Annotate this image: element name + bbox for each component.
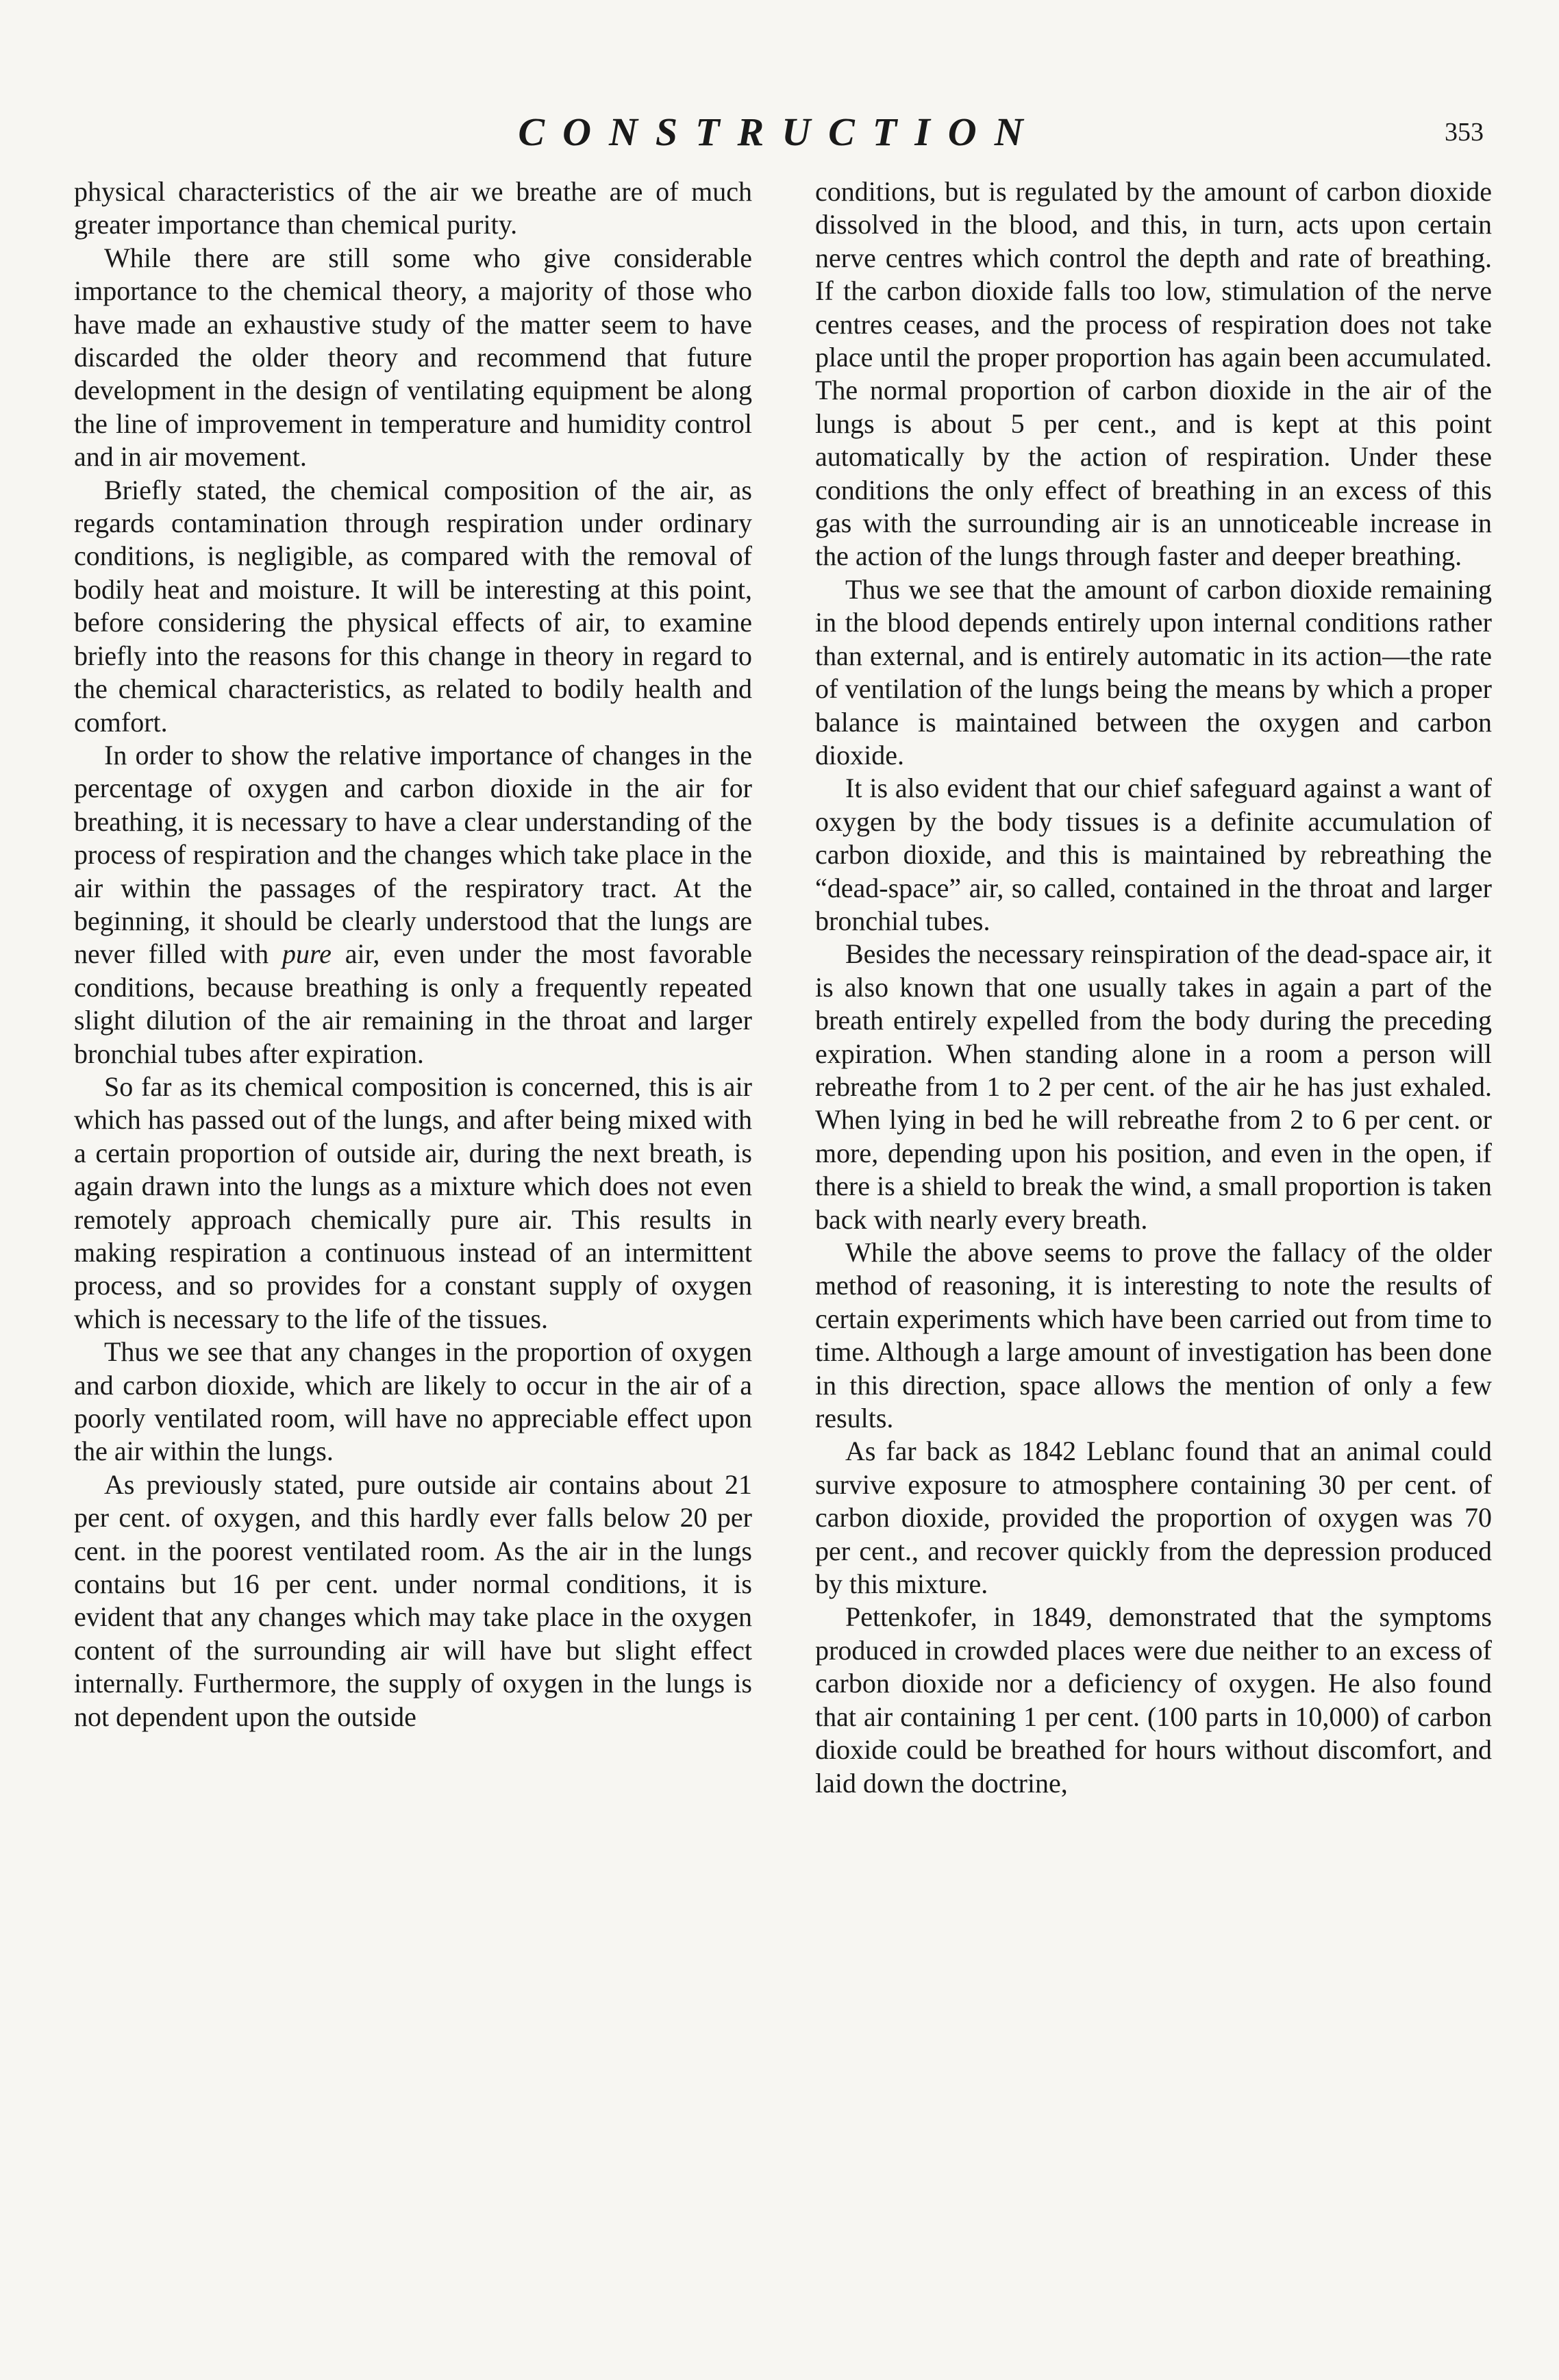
paragraph: While there are still some who give considerable importance to the chemical theory, a majority of those who have made an exhaustive study of the matter seem to have discarded the older theory and recommend that future development in the design of ventilating equipment be along the line of improvement in temperature and humidity control and in air movement.: [74, 242, 752, 473]
paragraph: While the above seems to prove the fallacy of the older method of reasoning, it is interesting to note the results of certain experiments which have been carried out from time to time. Although a large amount of investigation has been done in this direction, space allows the mention of only a few results.: [815, 1237, 1492, 1434]
paragraph: So far as its chemical composition is concerned, this is air which has passed out of the lungs, and after being mixed with a certain proportion of outside air, during the next breath, is again drawn into the lungs as a mixture which does not even remotely approach chemically pure air. This results in making respiration a continuous instead of an intermittent process, and so provides for a constant supply of oxygen which is necessary to the life of the tissues.: [74, 1070, 752, 1334]
paragraph-text: air, even under the most favorable conditions, because breathing is only a frequently repeated slight dilution of the air remaining in the throat and larger bronchial tubes after expiration.: [74, 938, 753, 1069]
page-number: 353: [1445, 118, 1484, 147]
paragraph: As far back as 1842 Leblanc found that an animal could survive exposure to atmosphere containing 30 per cent. of carbon dioxide, provided the proportion of oxygen was 70 per cent., and recover quickly from the depression produced by this mixture.: [815, 1436, 1492, 1600]
paragraph-text: In order to show the relative importance of changes in the percentage of oxygen and carbon dioxide in the air for breathing, it is necessary to have a clear understanding of the process of respiration and the changes which take place in the air within the passages of the respiratory tract. At the beginning, it should be clearly understood that the lungs are never filled with: [74, 739, 752, 970]
running-title: CONSTRUCTION: [518, 110, 1041, 154]
paragraph: conditions, but is regulated by the amount of carbon dioxide dissolved in the blood, and this, in turn, acts upon certain nerve centres which control the depth and rate of breathing. If the carbon dioxide falls too low, stimulation of the nerve centres ceases, and the process of respiration does not take place until the proper proportion has again been accumulated. The normal proportion of carbon dioxide in the air of the lungs is about 5 per cent., and is kept at this point automatically by the action of respiration. Under these conditions the only effect of breathing in an excess of this gas with the surrounding air is an unnoticeable increase in the action of the lungs through faster and deeper breathing.: [815, 176, 1492, 572]
right-column: [815, 175, 1492, 1800]
paragraph: [74, 739, 752, 1070]
paragraph: Briefly stated, the chemical composition of the air, as regards contamination through respiration under ordinary conditions, is negligible, as compared with the removal of bodily heat and moisture. It will be interesting at this point, before considering the physical effects of air, to examine briefly into the reasons for this change in theory in regard to the chemical characteristics, as related to bodily health and comfort.: [74, 474, 752, 738]
paragraph: Pettenkofer, in 1849, demonstrated that the symptoms produced in crowded places were due neither to an excess of carbon dioxide nor a deficiency of oxygen. He also found that air containing 1 per cent. (100 parts in 10,000) of carbon dioxide could be breathed for hours without discomfort, and laid down the doctrine,: [815, 1601, 1492, 1799]
paragraph: Thus we see that the amount of carbon dioxide remaining in the blood depends entirely upon internal conditions rather than external, and is entirely automatic in its action—the rate of ventilation of the lungs being the means by which a proper balance is maintained between the oxygen and carbon dioxide.: [815, 573, 1492, 771]
paragraph: As previously stated, pure outside air contains about 21 per cent. of oxygen, and this hardly ever falls below 20 per cent. in the poorest ventilated room. As the air in the lungs contains but 16 per cent. under normal conditions, it is evident that any changes which may take place in the oxygen content of the surrounding air will have but slight effect internally. Furthermore, the supply of oxygen in the lungs is not dependent upon the outside: [74, 1468, 752, 1732]
paragraph: physical characteristics of the air we breathe are of much greater importance than chemical purity.: [74, 176, 752, 240]
emphasis-text: pure: [282, 938, 332, 970]
paragraph: Besides the necessary reinspiration of the dead-space air, it is also known that one usually takes in again a part of the breath entirely expelled from the body during the preceding expiration. When standing alone in a room a person will rebreathe from 1 to 2 per cent. of the air he has just exhaled. When lying in bed he will rebreathe from 2 to 6 per cent. or more, depending upon his position, and even in the open, if there is a shield to break the wind, a small proportion is taken back with nearly every breath.: [815, 938, 1492, 1235]
left-column: [74, 175, 752, 1733]
paragraph: Thus we see that any changes in the proportion of oxygen and carbon dioxide, which are likely to occur in the air of a poorly ventilated room, will have no appreciable effect upon the air within the lungs.: [74, 1336, 752, 1467]
paragraph: It is also evident that our chief safeguard against a want of oxygen by the body tissues is a definite accumulation of carbon dioxide, and this is maintained by rebreathing the “dead-space” air, so called, contained in the throat and larger bronchial tubes.: [815, 773, 1492, 936]
